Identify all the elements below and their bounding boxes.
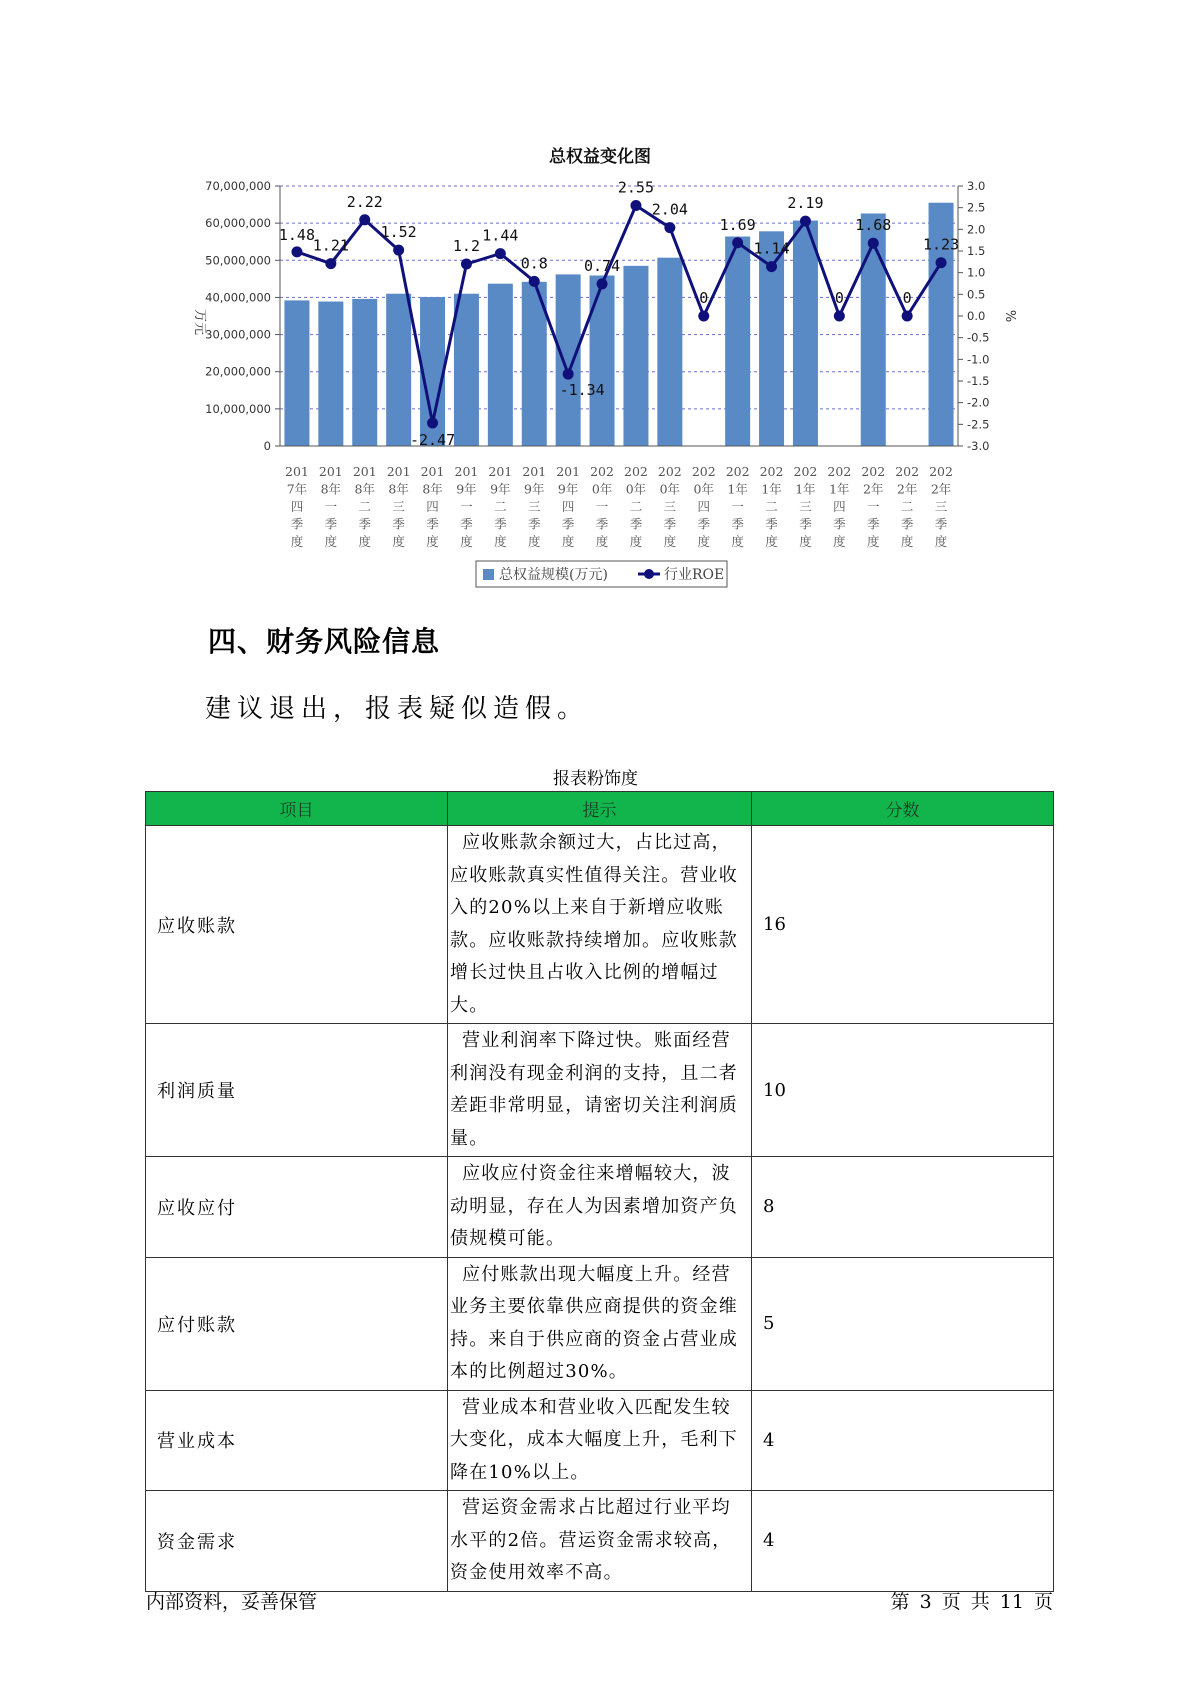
section-heading: 四、财务风险信息 <box>208 625 441 658</box>
x-tick-label: 201 8年三季度 <box>386 464 411 549</box>
y-tick-label: 0 <box>263 439 271 453</box>
y2-tick-label: 2.5 <box>967 200 986 215</box>
x-tick-label: 201 8年四季度 <box>420 464 445 549</box>
x-tick-label: 201 9年三季度 <box>522 464 547 549</box>
header-item: 项目 <box>146 792 448 826</box>
y2-tick-label: 2.0 <box>967 222 986 237</box>
roe-data-label: 0 <box>834 289 844 307</box>
roe-point <box>766 261 777 272</box>
row-hint-cell <box>448 826 752 1024</box>
header-score: 分数 <box>752 792 1054 826</box>
x-tick-label: 202 1年三季度 <box>793 464 818 549</box>
y2-tick-label: 1.5 <box>967 244 986 258</box>
roe-point <box>800 216 811 227</box>
roe-data-label: 1.48 <box>278 225 316 244</box>
roe-data-label: 2.22 <box>346 192 383 211</box>
y2-axis-label: % <box>1002 309 1017 323</box>
table-row <box>146 1157 1054 1258</box>
roe-point <box>529 276 540 287</box>
roe-point <box>359 214 370 225</box>
x-tick-label: 202 1年一季度 <box>725 464 750 549</box>
row-hint: 应收账款余额过大，占比过高，应收账款真实性值得关注。营业收入的20%以上来自于新增应收账款。应收账款持续增加。应收账款增长过快且占收入比例的增幅过大。 <box>450 832 738 1016</box>
row-hint: 营业成本和营业收入匹配发生较大变化，成本大幅度上升，毛利下降在10%以上。 <box>450 1396 738 1483</box>
roe-point <box>936 257 947 268</box>
table-caption: 报表粉饰度 <box>553 769 638 789</box>
row-item: 资金需求 <box>146 1491 448 1592</box>
y-tick-label: 20,000,000 <box>205 364 271 379</box>
roe-data-label: 0 <box>699 289 709 307</box>
x-tick-label: 201 9年一季度 <box>454 464 479 549</box>
row-score: 10 <box>752 1024 1054 1157</box>
footer-confidential: 内部资料，妥善保管 <box>146 1591 318 1613</box>
roe-data-label: 0.74 <box>583 256 621 275</box>
row-hint-cell <box>448 1491 752 1592</box>
row-score: 4 <box>752 1390 1054 1491</box>
x-tick-label: 202 1年四季度 <box>827 464 852 549</box>
x-tick-label: 202 0年三季度 <box>657 464 682 549</box>
x-tick-label: 202 0年一季度 <box>590 464 614 549</box>
risk-table <box>145 791 1054 1592</box>
bar <box>556 274 581 446</box>
y2-tick-label: 0.5 <box>967 287 986 302</box>
bar <box>590 276 615 446</box>
legend-swatch-bar <box>483 569 494 580</box>
legend-label-line: 行业ROE <box>664 567 725 583</box>
x-tick-label: 201 9年二季度 <box>488 464 513 549</box>
row-hint-cell <box>448 1257 752 1390</box>
x-tick-label: 202 2年一季度 <box>861 464 886 549</box>
table-row <box>146 1257 1054 1390</box>
y2-tick-label: -1.5 <box>967 374 990 388</box>
roe-data-label: 1.21 <box>312 236 349 255</box>
bar <box>623 266 648 446</box>
roe-point <box>325 258 336 269</box>
y2-tick-label: 3.0 <box>967 179 986 193</box>
roe-point <box>427 418 438 429</box>
y-tick-label: 70,000,000 <box>205 179 271 193</box>
y2-tick-label: 0.0 <box>967 309 986 323</box>
roe-point <box>291 246 302 257</box>
y-axis-label: 万元 <box>192 308 207 336</box>
row-score: 5 <box>752 1257 1054 1390</box>
row-score: 8 <box>752 1157 1054 1258</box>
row-hint-cell <box>448 1390 752 1491</box>
row-score: 16 <box>752 826 1054 1024</box>
x-tick-label: 202 0年四季度 <box>691 464 716 549</box>
table-row <box>146 1390 1054 1491</box>
roe-point <box>698 311 709 322</box>
bar <box>793 221 818 446</box>
y2-tick-label: -3.0 <box>967 439 990 453</box>
footer-page-number: 第 3 页 共 11 页 <box>890 1591 1053 1613</box>
table-row <box>146 1491 1054 1592</box>
advice-text: 建议退出，报表疑似造假。 <box>205 694 590 724</box>
row-hint-cell <box>448 1157 752 1258</box>
x-tick-label: 202 2年二季度 <box>895 464 920 549</box>
roe-data-label: 1.68 <box>855 216 892 235</box>
roe-data-label: 1.2 <box>452 237 480 255</box>
row-hint: 营业利润率下降过快。账面经营利润没有现金利润的支持，且二者差距非常明显，请密切关注利润质量。 <box>450 1030 738 1149</box>
y2-tick-label: -0.5 <box>967 330 990 345</box>
y-tick-label: 60,000,000 <box>205 216 271 231</box>
roe-point <box>393 245 404 256</box>
roe-point <box>834 311 845 322</box>
legend-label-bar: 总权益规模(万元) <box>499 567 608 583</box>
table-row <box>146 1024 1054 1157</box>
bar <box>284 300 309 446</box>
roe-data-label: 2.04 <box>651 200 688 219</box>
bar <box>454 294 479 446</box>
bar <box>386 294 411 446</box>
x-tick-label: 201 8年二季度 <box>352 464 377 549</box>
row-hint: 应收应付资金往来增幅较大，波动明显，存在人为因素增加资产负债规模可能。 <box>450 1163 738 1249</box>
roe-point <box>902 311 913 322</box>
equity-chart <box>0 0 1191 600</box>
table-header-row <box>146 792 1054 826</box>
row-item: 营业成本 <box>146 1390 448 1491</box>
roe-data-label: 1.69 <box>719 215 756 234</box>
roe-point <box>563 369 574 380</box>
roe-point <box>461 259 472 270</box>
bar <box>725 237 750 446</box>
y-tick-label: 40,000,000 <box>205 290 271 305</box>
y-tick-label: 30,000,000 <box>205 327 271 342</box>
x-tick-label: 201 7年四季度 <box>285 464 309 549</box>
x-tick-label: 202 0年二季度 <box>624 464 648 549</box>
y2-tick-label: -2.5 <box>967 417 990 432</box>
y-tick-label: 10,000,000 <box>205 401 271 416</box>
row-hint: 应付账款出现大幅度上升。经营业务主要依靠供应商提供的资金维持。来自于供应商的资金占营业成本的比例超过30%。 <box>450 1263 738 1382</box>
y2-tick-label: 1.0 <box>967 265 986 280</box>
roe-data-label: 2.55 <box>617 178 655 197</box>
row-item: 应收应付 <box>146 1157 448 1258</box>
roe-data-label: 0.8 <box>520 254 548 273</box>
row-item: 利润质量 <box>146 1024 448 1157</box>
x-tick-label: 202 1年二季度 <box>759 464 784 549</box>
y-tick-label: 50,000,000 <box>205 253 271 268</box>
roe-point <box>597 278 608 289</box>
x-tick-label: 201 9年四季度 <box>556 464 581 549</box>
bar <box>318 302 343 446</box>
roe-data-label: -1.34 <box>559 381 605 400</box>
equity-chart-svg <box>0 0 1191 600</box>
roe-point <box>630 200 641 211</box>
roe-point <box>495 248 506 259</box>
legend-swatch-marker <box>644 569 654 579</box>
roe-data-label: 1.44 <box>482 226 519 245</box>
roe-data-label: 1.14 <box>753 239 790 258</box>
bar <box>657 258 682 446</box>
roe-point <box>732 237 743 248</box>
roe-point <box>664 222 675 233</box>
roe-point <box>868 238 879 249</box>
roe-data-label: 1.23 <box>922 235 960 254</box>
row-item: 应付账款 <box>146 1257 448 1390</box>
row-hint-cell <box>448 1024 752 1157</box>
table-row <box>146 826 1054 1024</box>
roe-data-label: 0 <box>902 289 912 307</box>
row-score: 4 <box>752 1491 1054 1592</box>
x-tick-label: 201 8年一季度 <box>318 464 343 549</box>
x-tick-label: 202 2年三季度 <box>929 464 953 549</box>
roe-data-label: 1.52 <box>380 223 417 242</box>
y2-tick-label: -2.0 <box>967 395 990 410</box>
header-hint: 提示 <box>448 792 752 826</box>
bar <box>352 299 377 446</box>
row-item: 应收账款 <box>146 826 448 1024</box>
row-hint: 营运资金需求占比超过行业平均水平的2倍。营运资金需求较高，资金使用效率不高。 <box>450 1497 732 1583</box>
bar <box>488 284 513 446</box>
roe-data-label: 2.19 <box>787 194 824 213</box>
roe-data-label: -2.47 <box>409 431 456 450</box>
chart-title: 总权益变化图 <box>549 147 651 167</box>
y2-tick-label: -1.0 <box>967 352 990 367</box>
